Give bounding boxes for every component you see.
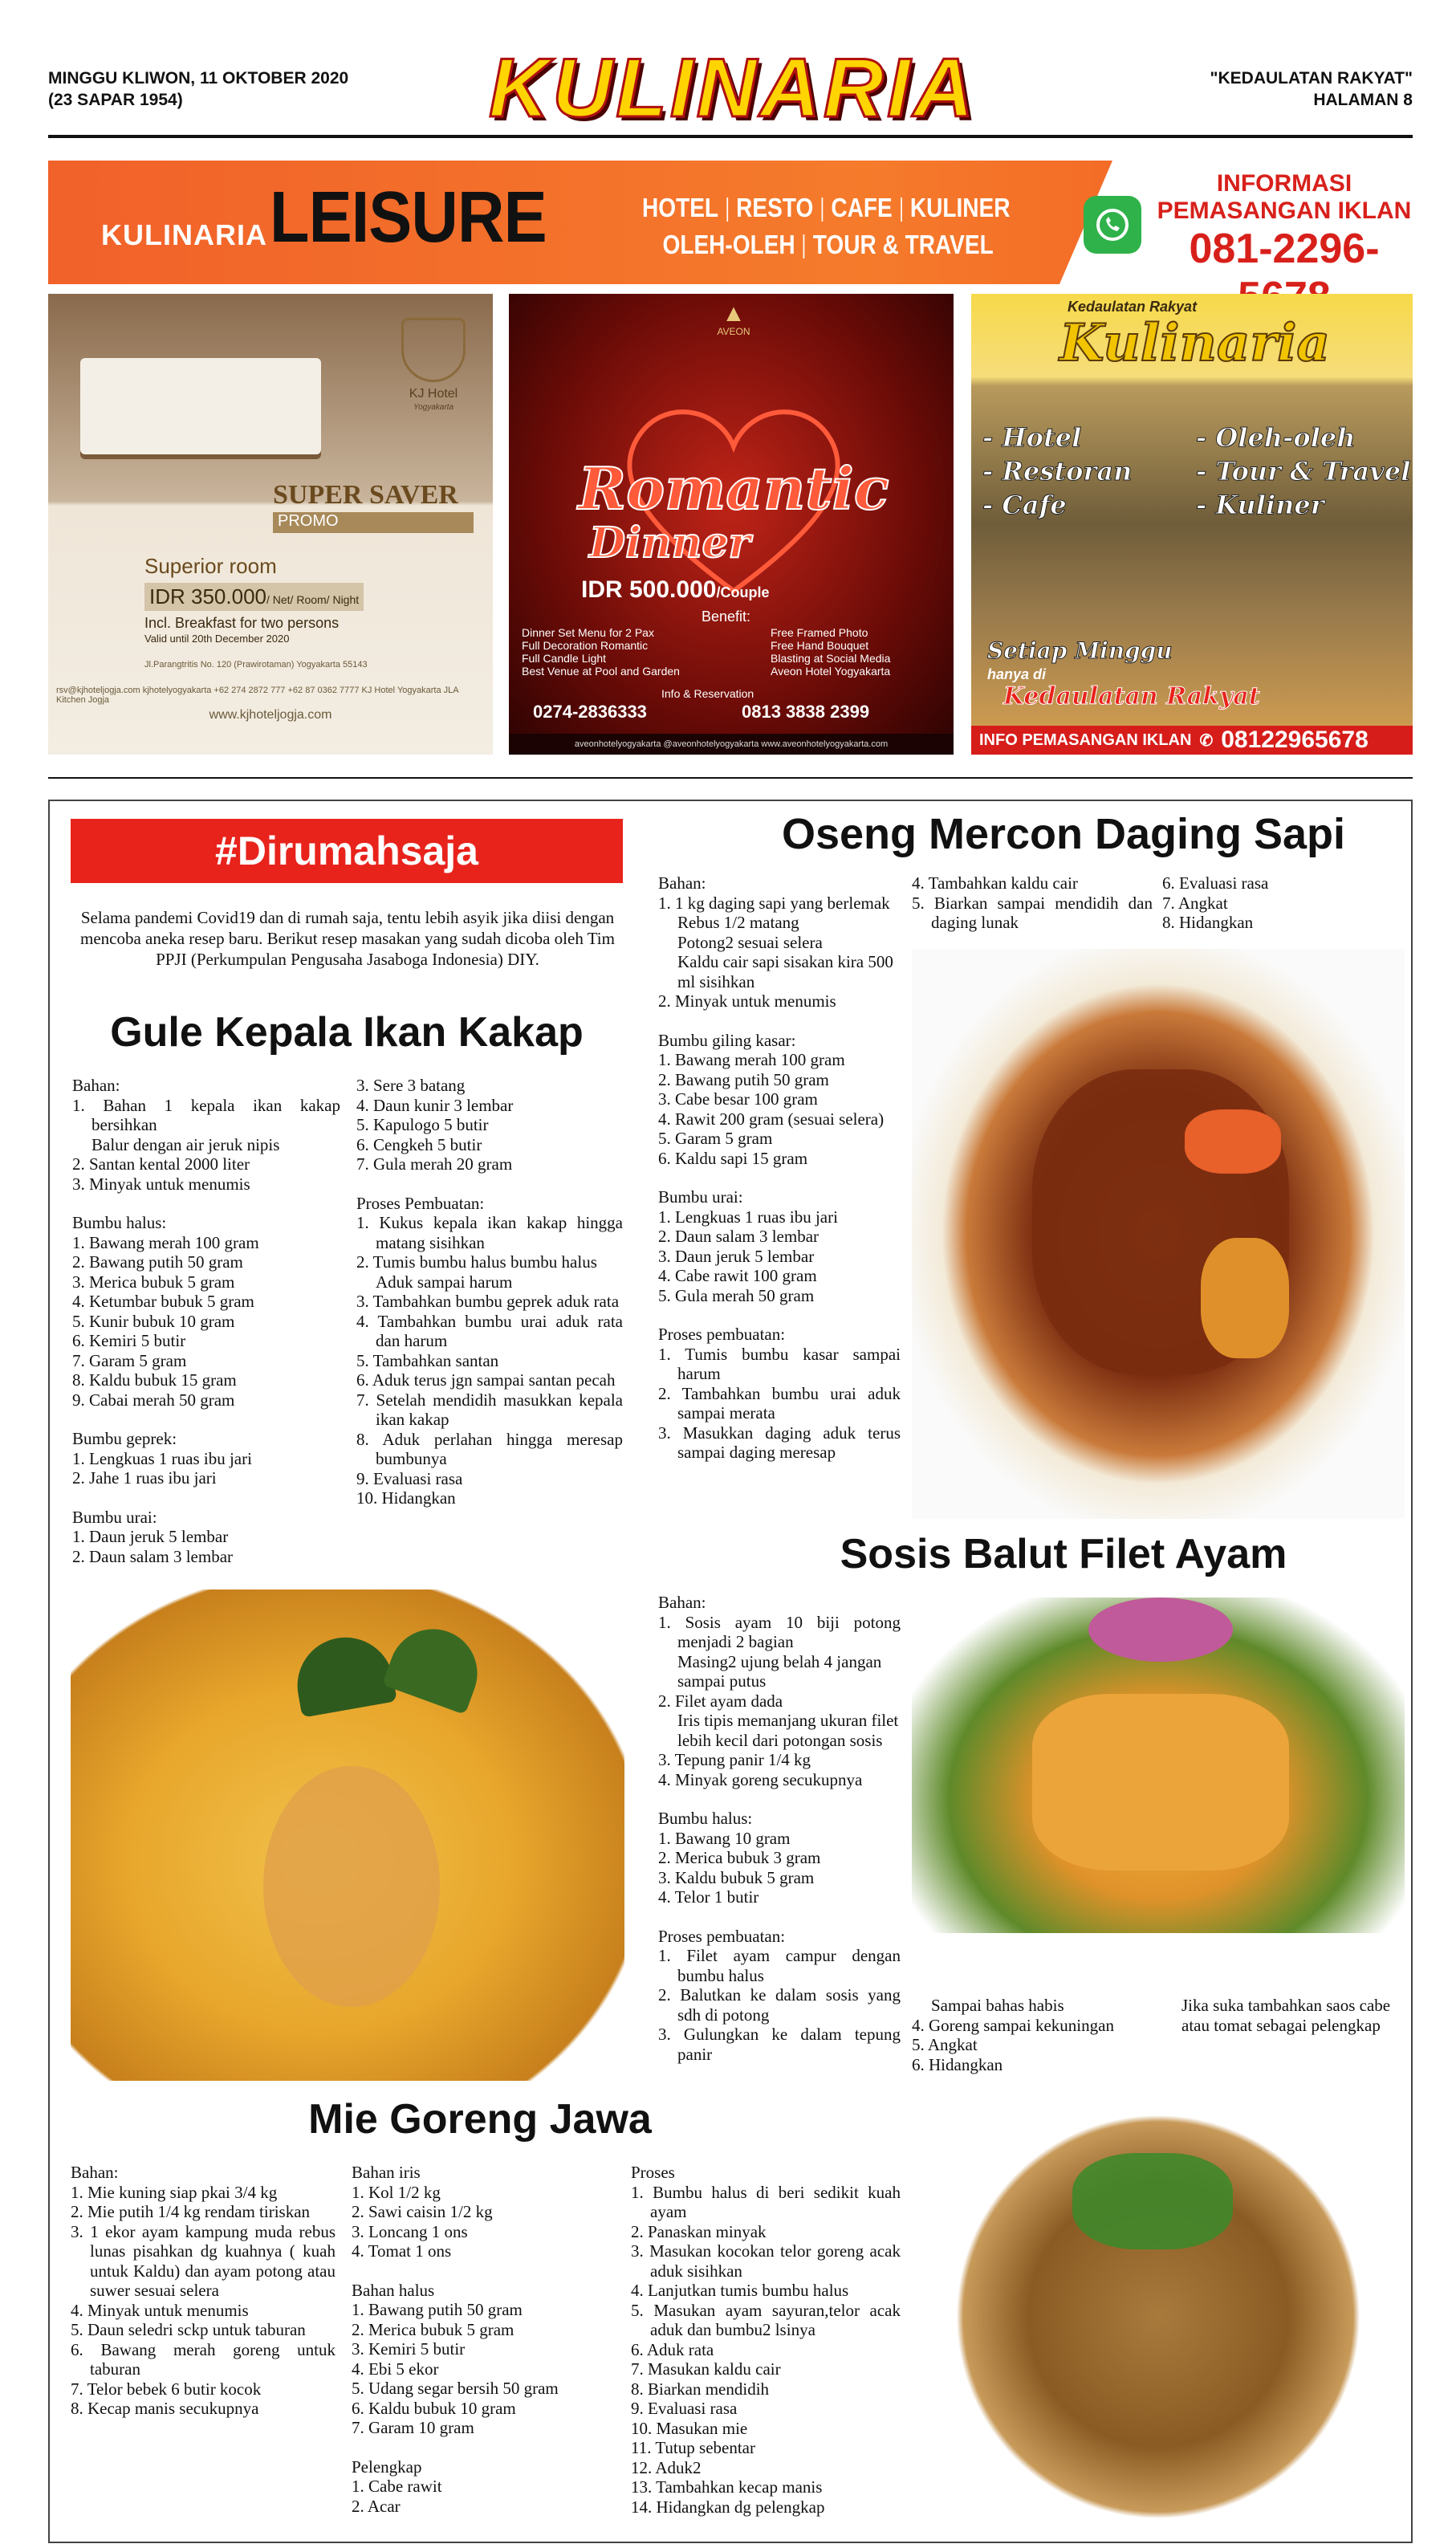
recipe-line: 4. Rawit 200 gram (sesuai selera)	[658, 1109, 885, 1129]
recipe-heading: Proses Pembuatan:	[356, 1193, 485, 1213]
recipe-line: 1. Tumis bumbu kasar sampai harum	[658, 1344, 901, 1383]
recipe-line: 2. Tumis bumbu halus bumbu halus	[356, 1252, 597, 1272]
leaf-icon	[382, 1617, 490, 1715]
recipe-line: 2. Jahe 1 ruas ibu jari	[72, 1468, 217, 1488]
orchid-image	[1088, 1598, 1233, 1662]
bed-image	[80, 358, 321, 454]
aveon-benefit-title: Benefit:	[702, 609, 751, 625]
article-intro: Selama pandemi Covid19 dan di rumah saja, tentu lebih asyik jika diisi dengan mencoba aneka resep baru. Berikut resep masakan yang sudah dicoba oleh Tim PPJI (Perkumpulan Pengusaha Jasaboga Indonesia) DIY.	[80, 908, 615, 969]
recipe-line: Iris tipis memanjang ukuran filet lebih kecil dari potongan sosis	[677, 1711, 899, 1750]
recipe-line: 4. Lanjutkan tumis bumbu halus	[631, 2281, 849, 2300]
recipe-line: 10. Hidangkan	[356, 1488, 456, 1508]
aveon-benefits-right: Free Framed Photo Free Hand Bouquet Blasting at Social Media Aveon Hotel Yogyakarta	[771, 626, 891, 678]
recipe-line: 5. Biarkan sampai mendidih dan daging lunak	[912, 893, 1153, 932]
recipe-heading: Bumbu halus:	[72, 1213, 167, 1232]
recipe-line: 1. Bahan 1 kepala ikan kakap bersihkan	[72, 1095, 340, 1134]
aveon-phone2: 0813 3838 2399	[742, 702, 870, 722]
recipe-line: 7. Garam 5 gram	[72, 1350, 187, 1370]
recipe-line: 8. Aduk perlahan hingga meresap bumbunya	[356, 1429, 623, 1468]
ad-phone: 081-2296-	[1189, 226, 1380, 272]
recipe-line: 4. Minyak goreng secukupnya	[658, 1769, 863, 1789]
recipe-line: 3. Loncang 1 ons	[352, 2221, 468, 2241]
kr-brand: Kedaulatan Rakyat	[1003, 682, 1260, 710]
header-rule	[48, 135, 1413, 138]
recipe-line: 6. Aduk rata	[631, 2339, 714, 2359]
aveon-price: IDR 500.000/Couple	[581, 576, 770, 603]
recipe-line: 1. Lengkuas 1 ruas ibu jari	[72, 1448, 252, 1468]
mie-title: Mie Goreng Jawa	[308, 2096, 652, 2143]
whatsapp-icon	[1084, 196, 1141, 254]
recipe-line: 1. Kukus kepala ikan kakap hingga matang sisihkan	[356, 1213, 623, 1252]
recipe-heading: Bumbu urai:	[72, 1507, 157, 1527]
recipe-line: 2. Merica bubuk 5 gram	[352, 2319, 514, 2339]
aveon-title-dinner: Dinner	[589, 519, 750, 568]
recipe-heading: Proses pembuatan:	[658, 1926, 786, 1946]
recipe-line: 4. Ebi 5 ekor	[352, 2359, 439, 2379]
recipe-line: 4. Tomat 1 ons	[352, 2241, 452, 2261]
recipe-line: 6. Kemiri 5 butir	[72, 1331, 186, 1350]
recipe-line: 6. Cengkeh 5 butir	[356, 1134, 482, 1154]
recipe-line: 5. Udang segar bersih 50 gram	[352, 2379, 559, 2398]
recipe-line: 6. Kaldu bubuk 10 gram	[352, 2398, 516, 2418]
recipe-line: 3. Gulungkan ke dalam tepung panir	[658, 2025, 901, 2064]
recipe-line: 7. Angkat	[1162, 893, 1228, 913]
recipe-line: 7. Garam 10 gram	[352, 2418, 474, 2437]
recipe-line: 5. Gula merah 50 gram	[658, 1285, 815, 1305]
recipe-line: Kaldu cair sapi sisakan kira 500 ml sisihkan	[677, 952, 893, 991]
page-info: "KEDAULATAN RAKYAT" HALAMAN 8	[1210, 69, 1413, 109]
recipe-line: 2. Bawang putih 50 gram	[72, 1252, 243, 1272]
kr-items-right: - Oleh-oleh - Tour & Travel - Kuliner	[1196, 422, 1411, 520]
recipe-heading: Bumbu halus:	[658, 1809, 753, 1828]
gule-title: Gule Kepala Ikan Kakap	[110, 1009, 584, 1056]
ad-aveon-romantic-dinner	[509, 294, 954, 755]
recipe-heading: Bumbu giling kasar:	[658, 1030, 796, 1050]
recipe-line: 2. Bawang putih 50 gram	[658, 1069, 829, 1089]
aveon-benefits-left: Dinner Set Menu for 2 Pax Full Decoration Romantic Full Candle Light Best Venue at Pool and Garden	[522, 626, 680, 678]
recipe-line: 1. 1 kg daging sapi yang berlemak	[658, 893, 890, 913]
leaf-icon	[290, 1630, 397, 1717]
recipe-line: 3. Tambahkan bumbu geprek aduk rata	[356, 1292, 620, 1311]
recipe-line: 3. Minyak untuk menumis	[72, 1174, 250, 1194]
potato-image	[1201, 1238, 1289, 1358]
aveon-title-romantic: Romantic	[578, 454, 889, 523]
recipe-line: 6. Bawang merah goreng untuk taburan	[71, 2339, 336, 2379]
recipe-line: Masing2 ujung belah 4 jangan sampai putus	[677, 1651, 882, 1691]
sosis-col1	[658, 1593, 901, 2064]
recipe-heading: Bahan:	[71, 2163, 119, 2182]
kj-promo-title: SUPER SAVER	[273, 480, 458, 510]
hashtag-box: #Dirumahsaja	[71, 819, 623, 883]
recipe-line: 4. Goreng sampai kekuningan	[912, 2015, 1114, 2035]
recipe-heading: Proses	[631, 2163, 675, 2182]
mie-col1	[71, 2163, 336, 2419]
recipe-heading: Bumbu urai:	[658, 1187, 743, 1207]
recipe-line: 8. Biarkan mendidih	[631, 2379, 770, 2399]
recipe-line: 2. Filet ayam dada	[658, 1691, 783, 1711]
issue-date: MINGGU KLIWON, 11 OKTOBER 2020 (23 SAPAR 1954)	[48, 69, 349, 109]
recipe-line: 1. Kol 1/2 kg	[352, 2182, 441, 2202]
recipe-line: 7. Masukan kaldu cair	[631, 2359, 781, 2379]
banner-kulinaria: KULINARIA	[101, 218, 267, 251]
recipe-line: 4. Minyak untuk menumis	[71, 2300, 249, 2320]
recipe-line: 10. Masukan mie	[631, 2418, 748, 2438]
recipe-line: 12. Aduk2	[631, 2457, 702, 2477]
oseng-col3	[1162, 873, 1403, 933]
recipe-line: 11. Tutup sebentar	[631, 2438, 755, 2457]
recipe-line: 3. Daun jeruk 5 lembar	[658, 1246, 815, 1266]
recipe-line: Sampai bahas habis	[931, 1996, 1064, 2015]
recipe-line: 1. Mie kuning siap pkai 3/4 kg	[71, 2182, 278, 2202]
sosis-col3	[1181, 1996, 1405, 2035]
recipe-line: 5. Kunir bubuk 10 gram	[72, 1311, 235, 1331]
recipe-line: Potong2 sesuai selera	[677, 932, 823, 952]
recipe-line: 3. Sere 3 batang	[356, 1076, 466, 1095]
recipe-line: 3. Kaldu bubuk 5 gram	[658, 1867, 815, 1887]
leisure-banner	[48, 161, 1413, 284]
recipe-line: 13. Tambahkan kecap manis	[631, 2477, 823, 2497]
recipe-line: 2. Daun salam 3 lembar	[658, 1227, 820, 1246]
recipe-line: 4. Cabe rawit 100 gram	[658, 1266, 817, 1285]
recipe-line: 1. Bumbu halus di beri sedikit kuah ayam	[631, 2182, 901, 2221]
phone-icon: ✆	[1199, 731, 1214, 750]
recipe-line: 1. Bawang 10 gram	[658, 1828, 791, 1848]
recipe-line: 1. Lengkuas 1 ruas ibu jari	[658, 1207, 838, 1227]
recipe-line: 5. Masukan ayam sayuran,telor acak aduk dan bumbu2 lsinya	[631, 2300, 901, 2339]
recipe-heading: Pelengkap	[352, 2456, 422, 2477]
recipe-line: 6. Hidangkan	[912, 2054, 1003, 2074]
recipe-line: 6. Aduk terus jgn sampai santan pecah	[356, 1370, 616, 1390]
kr-footer: INFO PEMASANGAN IKLAN ✆ 08122965678	[971, 726, 1413, 755]
kr-hanya: hanya di	[987, 666, 1047, 682]
recipe-line: 4. Ketumbar bubuk 5 gram	[72, 1292, 254, 1311]
oseng-title: Oseng Mercon Daging Sapi	[781, 810, 1346, 858]
kr-label: Kedaulatan Rakyat	[1068, 299, 1198, 315]
recipe-line: 3. 1 ekor ayam kampung muda rebus lunas pisahkan dg kuahnya ( kuah untuk Kaldu) dan ayam potong atau suwer sesuai selera	[71, 2221, 336, 2300]
kj-room: Superior room	[144, 554, 277, 578]
aveon-socials: aveonhotelyogyakarta @aveonhotelyogyakarta www.aveonhotelyogyakarta.com	[509, 734, 954, 755]
recipe-line: 2. Sawi caisin 1/2 kg	[352, 2202, 493, 2221]
section-rule	[48, 777, 1413, 779]
recipe-line: 8. Hidangkan	[1162, 913, 1254, 932]
recipe-line: 1. Bawang merah 100 gram	[72, 1232, 259, 1252]
recipe-line: 7. Gula merah 20 gram	[356, 1154, 513, 1174]
sosis-col2	[912, 1996, 1153, 2074]
recipe-line: 2. Merica bubuk 3 gram	[658, 1848, 821, 1867]
recipe-line: 9. Evaluasi rasa	[631, 2399, 738, 2418]
recipe-line: 3. Tepung panir 1/4 kg	[658, 1750, 811, 1769]
fried-chicken-image	[1032, 1694, 1289, 1870]
recipe-line: 14. Hidangkan dg pelengkap	[631, 2497, 825, 2517]
gule-col1	[72, 1076, 340, 1566]
recipe-line: 2. Santan kental 2000 liter	[72, 1154, 250, 1174]
ad-info-label: INFORMASI PEMASANGAN IKLAN	[1157, 170, 1412, 224]
kj-brand-sub: Yogyakarta	[413, 403, 454, 412]
recipe-line: Jika suka tambahkan saos cabe atau tomat sebagai pelengkap	[1181, 1996, 1391, 2035]
recipe-line: 3. Merica bubuk 5 gram	[72, 1272, 235, 1292]
recipe-line: 2. Daun salam 3 lembar	[72, 1546, 234, 1566]
kj-incl: Incl. Breakfast for two persons	[144, 615, 340, 631]
recipe-line: 9. Cabai merah 50 gram	[72, 1390, 235, 1410]
tomato-image	[1185, 1109, 1281, 1174]
recipe-line: 1. Daun jeruk 5 lembar	[72, 1527, 229, 1546]
recipe-line: 4. Telor 1 butir	[658, 1887, 759, 1907]
oseng-col2	[912, 873, 1153, 933]
gule-col2	[356, 1076, 623, 1508]
oseng-photo	[912, 949, 1405, 1519]
green-chili-image	[1072, 2153, 1233, 2249]
sosis-photo	[912, 1598, 1405, 1933]
recipe-line: 1. Cabe rawit	[352, 2477, 442, 2496]
recipe-line: 4. Tambahkan kaldu cair	[912, 873, 1078, 893]
masthead-logo: KULINARIA	[489, 41, 977, 135]
kj-web: www.kjhoteljogja.com	[209, 708, 332, 722]
kr-title: Kulinaria	[1059, 313, 1330, 373]
recipe-line: 9. Evaluasi rasa	[356, 1468, 463, 1488]
recipe-heading: Bahan:	[658, 1593, 706, 1612]
banner-leisure: LEISURE	[270, 177, 547, 258]
ad-kj-hotel	[48, 294, 493, 755]
recipe-line: 4. Tambahkan bumbu urai aduk rata dan harum	[356, 1311, 623, 1350]
recipe-line: 8. Kaldu bubuk 15 gram	[72, 1370, 237, 1390]
recipe-heading: Bahan:	[658, 873, 706, 893]
recipe-line: 2. Acar	[352, 2496, 401, 2516]
recipe-heading: Bahan:	[72, 1076, 120, 1095]
recipe-line: 2. Mie putih 1/4 kg rendam tiriskan	[71, 2202, 311, 2221]
recipe-line: 6. Evaluasi rasa	[1162, 873, 1269, 893]
kj-price-box: IDR 350.000/ Net/ Room/ Night	[144, 583, 364, 611]
recipe-line: 7. Setelah mendidih masukkan kepala ikan kakap	[356, 1390, 623, 1429]
recipe-line: 5. Garam 5 gram	[658, 1129, 773, 1148]
aveon-brand: ▲ AVEON	[702, 302, 766, 337]
recipe-line: 1. Sosis ayam 10 biji potong menjadi 2 bagian	[658, 1612, 901, 1651]
aveon-reservation: Info & Reservation	[661, 687, 754, 700]
aveon-logo-icon: ▲	[722, 300, 746, 327]
recipe-line: Rebus 1/2 matang	[677, 913, 799, 932]
recipe-line: 4. Daun kunir 3 lembar	[356, 1095, 514, 1115]
aveon-phone1: 0274-2836333	[533, 702, 647, 722]
recipe-line: 1. Bawang putih 50 gram	[352, 2300, 523, 2319]
recipe-line: 3. Masukkan daging aduk terus sampai daging meresap	[658, 1423, 901, 1462]
kj-address: Jl.Parangtritis No. 120 (Prawirotaman) Yogyakarta 55143	[144, 660, 368, 670]
recipe-line: 7. Telor bebek 6 butir kocok	[71, 2379, 262, 2399]
ad-kr-kulinaria	[971, 294, 1413, 755]
recipe-line: 2. Tambahkan bumbu urai aduk sampai merata	[658, 1383, 901, 1423]
recipe-line: 5. Daun seledri sckp untuk taburan	[71, 2320, 306, 2339]
gule-photo	[71, 1589, 624, 2081]
recipe-line: 2. Balutkan ke dalam sosis yang sdh di potong	[658, 1985, 901, 2025]
sosis-title: Sosis Balut Filet Ayam	[840, 1531, 1287, 1577]
mie-col2	[352, 2163, 618, 2516]
kj-crest-icon	[401, 318, 466, 382]
oseng-col1	[658, 873, 901, 1463]
recipe-line: 1. Bawang merah 100 gram	[658, 1050, 845, 1069]
banner-categories	[642, 189, 1011, 263]
categories-row1: HOTEL RESTO CAFE KULINER	[642, 193, 1011, 222]
recipe-line: 3. Masukan kocokan telor goreng acak aduk sisihkan	[631, 2241, 901, 2281]
recipe-line: 3. Kemiri 5 butir	[352, 2339, 466, 2359]
recipe-heading: Bahan halus	[352, 2280, 435, 2300]
kj-promo-sub: PROMO	[273, 512, 474, 533]
recipe-line: 5. Kapulogo 5 butir	[356, 1115, 489, 1134]
mie-col3	[631, 2163, 901, 2517]
kr-setiap: Setiap Minggu	[987, 637, 1173, 664]
kj-valid: Valid until 20th December 2020	[144, 633, 290, 645]
recipe-line: 5. Tambahkan santan	[356, 1350, 499, 1370]
recipe-line: 2. Minyak untuk menumis	[658, 991, 836, 1011]
kj-brand: KJ Hotel	[409, 387, 458, 401]
recipe-line: 1. Filet ayam campur dengan bumbu halus	[658, 1946, 901, 1985]
recipe-heading: Bahan iris	[352, 2163, 421, 2182]
recipe-line: 3. Cabe besar 100 gram	[658, 1089, 818, 1109]
recipe-line: 2. Panaskan minyak	[631, 2221, 767, 2241]
recipe-line: 8. Kecap manis secukupnya	[71, 2399, 259, 2418]
recipe-line: Aduk sampai harum	[376, 1272, 513, 1292]
recipe-heading: Proses pembuatan:	[658, 1325, 786, 1344]
categories-row2: OLEH-OLEH TOUR & TRAVEL	[662, 230, 994, 259]
recipe-line: 5. Angkat	[912, 2035, 978, 2054]
kr-items-left: - Hotel - Restoran - Cafe	[982, 422, 1133, 520]
kj-contacts: rsv@kjhoteljogja.com kjhotelyogyakarta +62 274 2872 777 +62 87 0362 7777 KJ Hotel Yogyakarta JLA Kitchen Jogja	[56, 686, 459, 705]
recipe-line: Balur dengan air jeruk nipis	[92, 1134, 280, 1154]
mie-photo	[912, 2105, 1405, 2529]
fish-head-image	[263, 1766, 440, 2007]
recipe-line: 6. Kaldu sapi 15 gram	[658, 1148, 808, 1168]
recipe-heading: Bumbu geprek:	[72, 1429, 177, 1448]
